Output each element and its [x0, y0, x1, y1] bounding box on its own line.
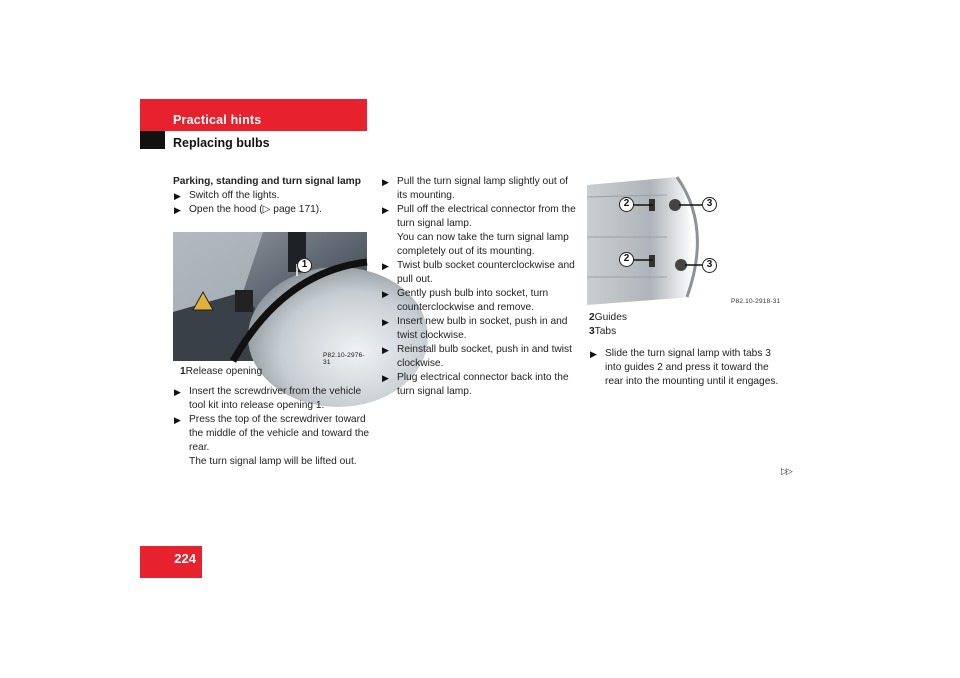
procedure-heading: Parking, standing and turn signal lamp: [173, 176, 361, 187]
headlamp-photo-2: [587, 177, 781, 309]
step-arrow-icon: ▶: [382, 317, 389, 327]
photo-release-opening: [173, 232, 367, 366]
step-arrow-icon: ▶: [590, 349, 597, 359]
figure-code: P82.10-2976-31: [323, 352, 365, 366]
step-remove-bulb: ▶ Gently push bulb into socket, turn counterclockwise and remove.: [382, 288, 549, 313]
step-pull-lamp: ▶ Pull the turn signal lamp slightly out of its mounting.: [382, 176, 569, 201]
step-press-screwdriver: ▶ Press the top of the screwdriver toward the middle of the vehicle and toward the rear.: [174, 414, 370, 453]
legend-release-opening: 1Release opening: [180, 366, 263, 377]
column-1-lower: [173, 365, 373, 469]
step-arrow-icon: ▶: [174, 191, 181, 201]
callout-1-marker: 1: [297, 258, 312, 273]
step-switch-off-lights: ▶ Switch off the lights.: [174, 190, 280, 201]
headlamp-photo-1: [173, 232, 367, 361]
step-arrow-icon: ▶: [174, 415, 181, 425]
column-1: [173, 175, 373, 217]
step-slide-lamp: ▶ Slide the turn signal lamp with tabs 3 into guides 2 and press it toward the rear into the mounting until it engages.: [590, 348, 779, 387]
legend-tabs: 3Tabs: [589, 326, 617, 337]
legend-guides: 2Guides: [589, 312, 627, 323]
step-insert-bulb: ▶ Insert new bulb in socket, push in and twist clockwise.: [382, 316, 568, 341]
note-remove-lamp: You can now take the turn signal lamp completely out of its mounting.: [397, 232, 569, 257]
step-arrow-icon: ▶: [382, 261, 389, 271]
callout-3-lower-marker: 3: [702, 258, 717, 273]
section-title: Practical hints: [173, 113, 262, 127]
step-plug-connector: ▶ Plug electrical connector back into the turn signal lamp.: [382, 372, 569, 397]
section-header-bar: [140, 99, 367, 131]
continue-arrow-icon: ▷▷: [781, 466, 791, 476]
subsection-marker: [140, 131, 165, 149]
step-arrow-icon: ▶: [174, 387, 181, 397]
column-2: [381, 175, 577, 399]
note-lamp-lifted: The turn signal lamp will be lifted out.: [189, 456, 357, 467]
step-pull-connector: ▶ Pull off the electrical connector from the turn signal lamp.: [382, 204, 576, 229]
page-number: 224: [140, 546, 202, 578]
photo-guides-tabs: [587, 177, 781, 309]
callout-3-upper-marker: 3: [702, 197, 717, 212]
callout-2-upper-marker: 2: [619, 197, 634, 212]
step-open-hood: ▶ Open the hood (▷ page 171).: [174, 204, 323, 215]
step-twist-socket: ▶ Twist bulb socket counterclockwise and pull out.: [382, 260, 575, 285]
subsection-title: Replacing bulbs: [173, 136, 270, 150]
figure-code: P82.10-2918-31: [731, 298, 781, 305]
step-arrow-icon: ▶: [382, 345, 389, 355]
step-arrow-icon: ▶: [382, 373, 389, 383]
step-reinstall-socket: ▶ Reinstall bulb socket, push in and twist clockwise.: [382, 344, 572, 369]
step-arrow-icon: ▶: [382, 205, 389, 215]
column-3: [589, 311, 785, 389]
step-arrow-icon: ▶: [382, 177, 389, 187]
step-arrow-icon: ▶: [174, 205, 181, 215]
step-insert-screwdriver: ▶ Insert the screwdriver from the vehicle tool kit into release opening 1.: [174, 386, 362, 411]
callout-2-lower-marker: 2: [619, 252, 634, 267]
step-arrow-icon: ▶: [382, 289, 389, 299]
